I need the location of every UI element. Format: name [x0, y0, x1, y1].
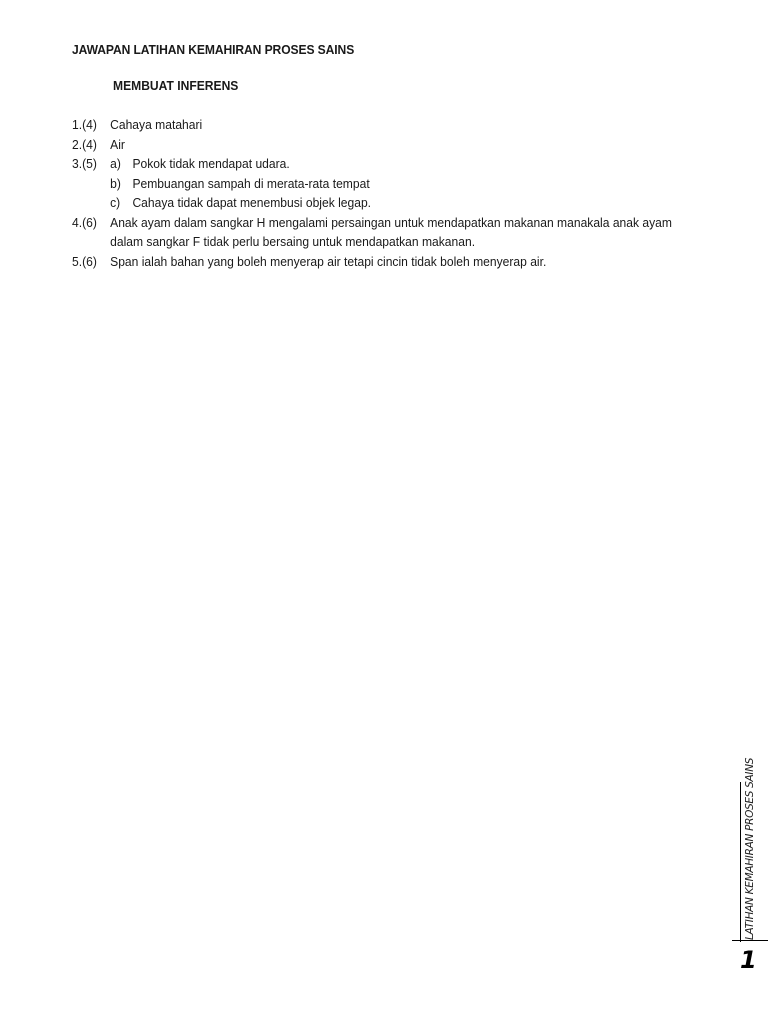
- answer-text-line: Anak ayam dalam sangkar H mengalami persaingan untuk mendapatkan makanan manakala anak ayam: [110, 214, 672, 230]
- answer-number: 5.(6): [72, 253, 97, 269]
- answer-item: [72, 252, 723, 272]
- answer-item: [72, 213, 723, 252]
- sub-answer: [110, 193, 723, 213]
- page-title: JAWAPAN LATIHAN KEMAHIRAN PROSES SAINS: [72, 42, 355, 57]
- answer-item: [72, 135, 723, 155]
- section-title: MEMBUAT INFERENS: [113, 78, 239, 93]
- sub-answer-letter: a): [110, 156, 121, 171]
- side-divider: [740, 782, 741, 942]
- answer-text-line: dalam sangkar F tidak perlu bersaing untuk mendapatkan makanan.: [110, 234, 476, 249]
- sub-answer: [110, 174, 723, 194]
- answer-text: [110, 213, 723, 252]
- sub-answer-text: Pembuangan sampah di merata-rata tempat: [132, 175, 370, 191]
- answer-text: Cahaya matahari: [110, 117, 203, 132]
- answer-text: Span ialah bahan yang boleh menyerap air tetapi cincin tidak boleh menyerap air.: [110, 253, 547, 269]
- sub-answer-letter: c): [110, 195, 121, 210]
- page-number-rule: [732, 940, 768, 941]
- answer-number: 2.(4): [72, 136, 97, 152]
- sub-answer-text: Cahaya tidak dapat menembusi objek legap.: [132, 195, 372, 210]
- answer-list: [72, 115, 722, 271]
- answer-item: [72, 115, 723, 135]
- answer-number: 1.(4): [72, 117, 97, 132]
- sub-answer-text: Pokok tidak mendapat udara.: [132, 156, 290, 171]
- answer-number: 3.(5): [72, 156, 97, 171]
- sub-answer-letter: b): [110, 175, 121, 191]
- answer-text: Air: [110, 136, 125, 152]
- answer-number: 4.(6): [72, 214, 97, 230]
- side-label: LATIHAN KEMAHIRAN PROSES SAINS: [744, 757, 756, 940]
- page-number: 1: [740, 946, 757, 974]
- answer-subitems: [110, 154, 723, 213]
- answer-item: [72, 154, 723, 213]
- sub-answer: [110, 154, 723, 174]
